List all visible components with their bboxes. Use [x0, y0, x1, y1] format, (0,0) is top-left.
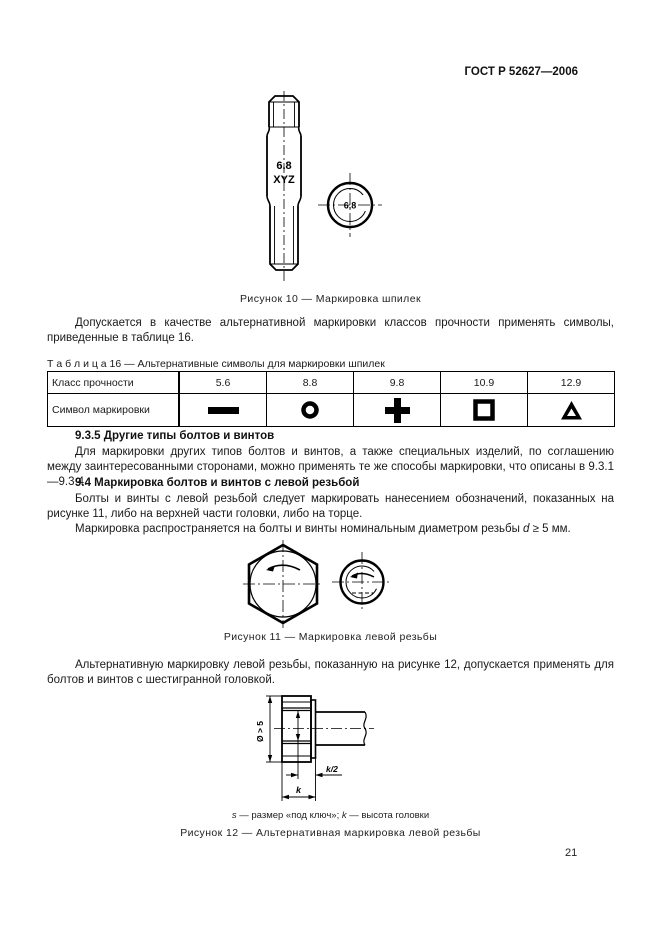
circle-symbol: [271, 400, 349, 420]
footnote-k-text: — высота головки: [346, 810, 430, 821]
section-94-heading: 9.4 Маркировка болтов и винтов с левой резьбой: [75, 477, 360, 489]
paragraph-alt-symbols: Допускается в качестве альтернативной маркировки классов прочности применять символы, приведенные в таблице 16.: [47, 317, 614, 344]
table-row: [48, 372, 615, 394]
class-value: 12.9: [528, 372, 615, 394]
stud-marking-manufacturer: XYZ: [273, 174, 295, 186]
dash-symbol: [184, 406, 262, 415]
class-value: 5.6: [179, 372, 267, 394]
figure10-stud-drawing: [230, 90, 410, 295]
p2-text: Маркировка распространяется на болты и винты номинальным диаметром резьбы: [75, 523, 524, 535]
doc-designation: ГОСТ Р 52627—2006: [464, 66, 578, 78]
end-view-marking: 6.8: [343, 200, 357, 211]
dim-label-k2: k/2: [326, 764, 338, 774]
table-row: [48, 394, 615, 427]
p2-text-after: ≥ 5 мм.: [529, 523, 571, 535]
footnote-s-text: — размер «под ключ»;: [236, 810, 342, 821]
figure12-footnote: [0, 810, 661, 821]
figure12-bolt-drawing: [230, 688, 410, 806]
diameter-symbol-d: d: [523, 523, 530, 535]
plus-symbol: [358, 397, 436, 424]
section-935-heading: 9.3.5 Другие типы болтов и винтов: [75, 430, 275, 442]
table16-row-label: Класс прочности: [48, 372, 180, 394]
table16-title: Т а б л и ц а 16 — Альтернативные символы для маркировки шпилек: [47, 358, 385, 370]
class-value: 8.8: [267, 372, 354, 394]
figure12-caption: Рисунок 12 — Альтернативная маркировка левой резьбы: [180, 827, 481, 839]
class-value: 10.9: [441, 372, 528, 394]
class-value: 9.8: [354, 372, 441, 394]
table16-symbol-label: Символ маркировки: [48, 394, 180, 427]
figure10-caption: Рисунок 10 — Маркировка шпилек: [240, 293, 421, 305]
dim-label-k: k: [296, 785, 302, 795]
footnote-s-symbol: s: [231, 810, 237, 821]
section-935-body: Для маркировки других типов болтов и винтов, а также специальных изделий, по соглашению между заинтересованными сторонами, можно применять те же способы маркировки, что описаны в 9.3.1—9.3.4.: [47, 446, 614, 488]
triangle-symbol: [532, 400, 610, 421]
section-94-paragraph1: Болты и винты с левой резьбой следует маркировать нанесением обозначений, показанных на рисунке 11, либо на верхней части головки, либо на торце.: [47, 493, 614, 520]
square-symbol: [445, 399, 523, 421]
stud-marking-class: 6.8: [276, 160, 292, 172]
dim-label-diameter: Ø > 5: [255, 720, 265, 742]
section-94-paragraph2: [47, 522, 614, 537]
table16: [47, 371, 615, 427]
footnote-k-symbol: k: [341, 810, 347, 821]
page-number: 21: [565, 847, 578, 859]
figure11-left-thread-drawing: [240, 540, 400, 628]
figure11-caption: Рисунок 11 — Маркировка левой резьбы: [223, 631, 438, 643]
paragraph-figure12-intro: Альтернативную маркировку левой резьбы, показанную на рисунке 12, допускается применять для болтов и винтов с шестигранной головкой.: [47, 659, 614, 686]
